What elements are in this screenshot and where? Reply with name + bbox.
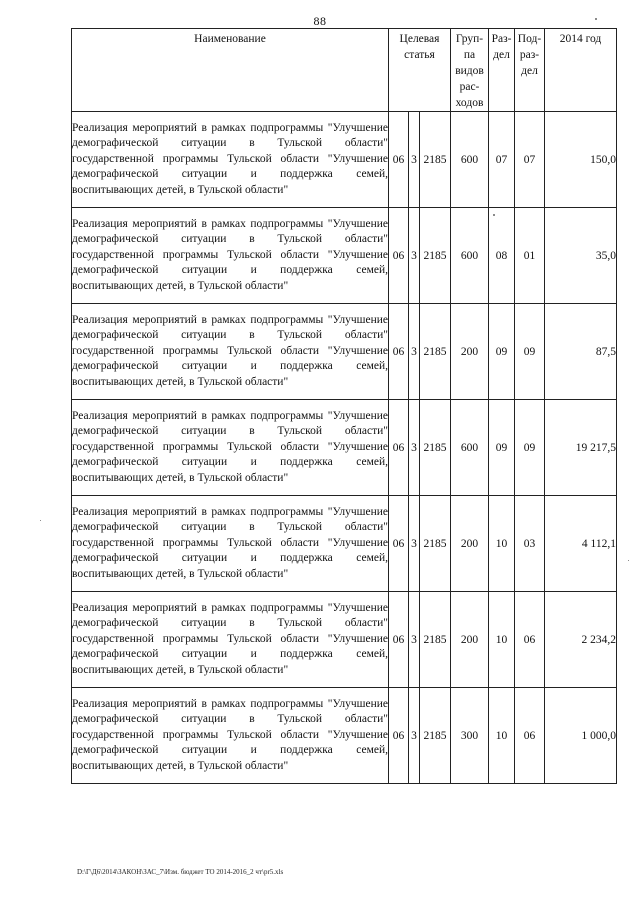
row-name: Реализация мероприятий в рамках подпрограммы "Улучшение демографической ситуации в Тульской области" государственной программы Тульской области "Улучшение демографической ситуации и поддержка семей, воспитывающих детей, в Тульской области" [72, 400, 389, 496]
page-number: 88 [313, 14, 327, 28]
row-code-direction: 2185 [420, 592, 451, 688]
row-name: Реализация мероприятий в рамках подпрограммы "Улучшение демографической ситуации в Тульской области" государственной программы Тульской области "Улучшение демографической ситуации и поддержка семей, воспитывающих детей, в Тульской области" [72, 112, 389, 208]
row-code-direction: 2185 [420, 304, 451, 400]
row-code-program: 06 [389, 592, 409, 688]
row-expense-group: 300 [451, 688, 489, 784]
header-section: Раз-дел [489, 29, 515, 112]
table-row [72, 496, 617, 592]
row-amount: 1 000,0 [545, 688, 617, 784]
table-row [72, 688, 617, 784]
scan-speck [493, 214, 495, 216]
row-amount: 19 217,5 [545, 400, 617, 496]
table-row [72, 208, 617, 304]
row-name: Реализация мероприятий в рамках подпрограммы "Улучшение демографической ситуации в Тульской области" государственной программы Тульской области "Улучшение демографической ситуации и поддержка семей, воспитывающих детей, в Тульской области" [72, 592, 389, 688]
row-expense-group: 600 [451, 400, 489, 496]
row-code-program: 06 [389, 496, 409, 592]
scan-speck [628, 560, 629, 561]
scan-speck [40, 520, 41, 521]
budget-table [71, 28, 617, 784]
row-subsection: 09 [515, 400, 545, 496]
table-row [72, 304, 617, 400]
row-subsection: 06 [515, 592, 545, 688]
table-row [72, 592, 617, 688]
row-amount: 2 234,2 [545, 592, 617, 688]
row-section: 08 [489, 208, 515, 304]
row-code-program: 06 [389, 400, 409, 496]
row-code-direction: 2185 [420, 496, 451, 592]
row-section: 10 [489, 688, 515, 784]
row-name: Реализация мероприятий в рамках подпрограммы "Улучшение демографической ситуации в Тульской области" государственной программы Тульской области "Улучшение демографической ситуации и поддержка семей, воспитывающих детей, в Тульской области" [72, 688, 389, 784]
header-subsection: Под-раз-дел [515, 29, 545, 112]
table-row [72, 112, 617, 208]
row-code-program: 06 [389, 208, 409, 304]
row-code-program: 06 [389, 304, 409, 400]
row-name: Реализация мероприятий в рамках подпрограммы "Улучшение демографической ситуации в Тульской области" государственной программы Тульской области "Улучшение демографической ситуации и поддержка семей, воспитывающих детей, в Тульской области" [72, 304, 389, 400]
row-section: 09 [489, 304, 515, 400]
row-expense-group: 200 [451, 592, 489, 688]
row-expense-group: 600 [451, 112, 489, 208]
row-name: Реализация мероприятий в рамках подпрограммы "Улучшение демографической ситуации в Тульской области" государственной программы Тульской области "Улучшение демографической ситуации и поддержка семей, воспитывающих детей, в Тульской области" [72, 208, 389, 304]
row-code-direction: 2185 [420, 688, 451, 784]
row-code-subprogram: 3 [409, 688, 420, 784]
row-code-program: 06 [389, 688, 409, 784]
table-row [72, 400, 617, 496]
scan-speck [595, 18, 597, 20]
row-subsection: 03 [515, 496, 545, 592]
header-name: Наименование [72, 29, 389, 112]
row-code-program: 06 [389, 112, 409, 208]
row-subsection: 06 [515, 688, 545, 784]
row-code-subprogram: 3 [409, 304, 420, 400]
row-code-direction: 2185 [420, 400, 451, 496]
header-expense-group: Груп-па видов рас-ходов [451, 29, 489, 112]
header-year: 2014 год [545, 29, 617, 112]
header-target-article: Целевая статья [389, 29, 451, 112]
row-code-subprogram: 3 [409, 208, 420, 304]
row-subsection: 09 [515, 304, 545, 400]
row-code-direction: 2185 [420, 208, 451, 304]
row-expense-group: 200 [451, 304, 489, 400]
row-code-subprogram: 3 [409, 400, 420, 496]
row-section: 10 [489, 496, 515, 592]
row-section: 09 [489, 400, 515, 496]
row-code-subprogram: 3 [409, 592, 420, 688]
row-expense-group: 200 [451, 496, 489, 592]
row-name: Реализация мероприятий в рамках подпрограммы "Улучшение демографической ситуации в Тульской области" государственной программы Тульской области "Улучшение демографической ситуации и поддержка семей, воспитывающих детей, в Тульской области" [72, 496, 389, 592]
row-subsection: 01 [515, 208, 545, 304]
row-subsection: 07 [515, 112, 545, 208]
row-section: 10 [489, 592, 515, 688]
row-amount: 87,5 [545, 304, 617, 400]
row-code-subprogram: 3 [409, 112, 420, 208]
file-path-footer: D:\Г\Д6\2014\ЗАКОН\ЗАС_7\Изм. бюджет ТО 2014-2016_2 чт\pr5.xls [77, 868, 284, 876]
row-amount: 150,0 [545, 112, 617, 208]
row-amount: 4 112,1 [545, 496, 617, 592]
row-expense-group: 600 [451, 208, 489, 304]
row-section: 07 [489, 112, 515, 208]
row-amount: 35,0 [545, 208, 617, 304]
row-code-direction: 2185 [420, 112, 451, 208]
row-code-subprogram: 3 [409, 496, 420, 592]
table-header-row [72, 29, 617, 112]
